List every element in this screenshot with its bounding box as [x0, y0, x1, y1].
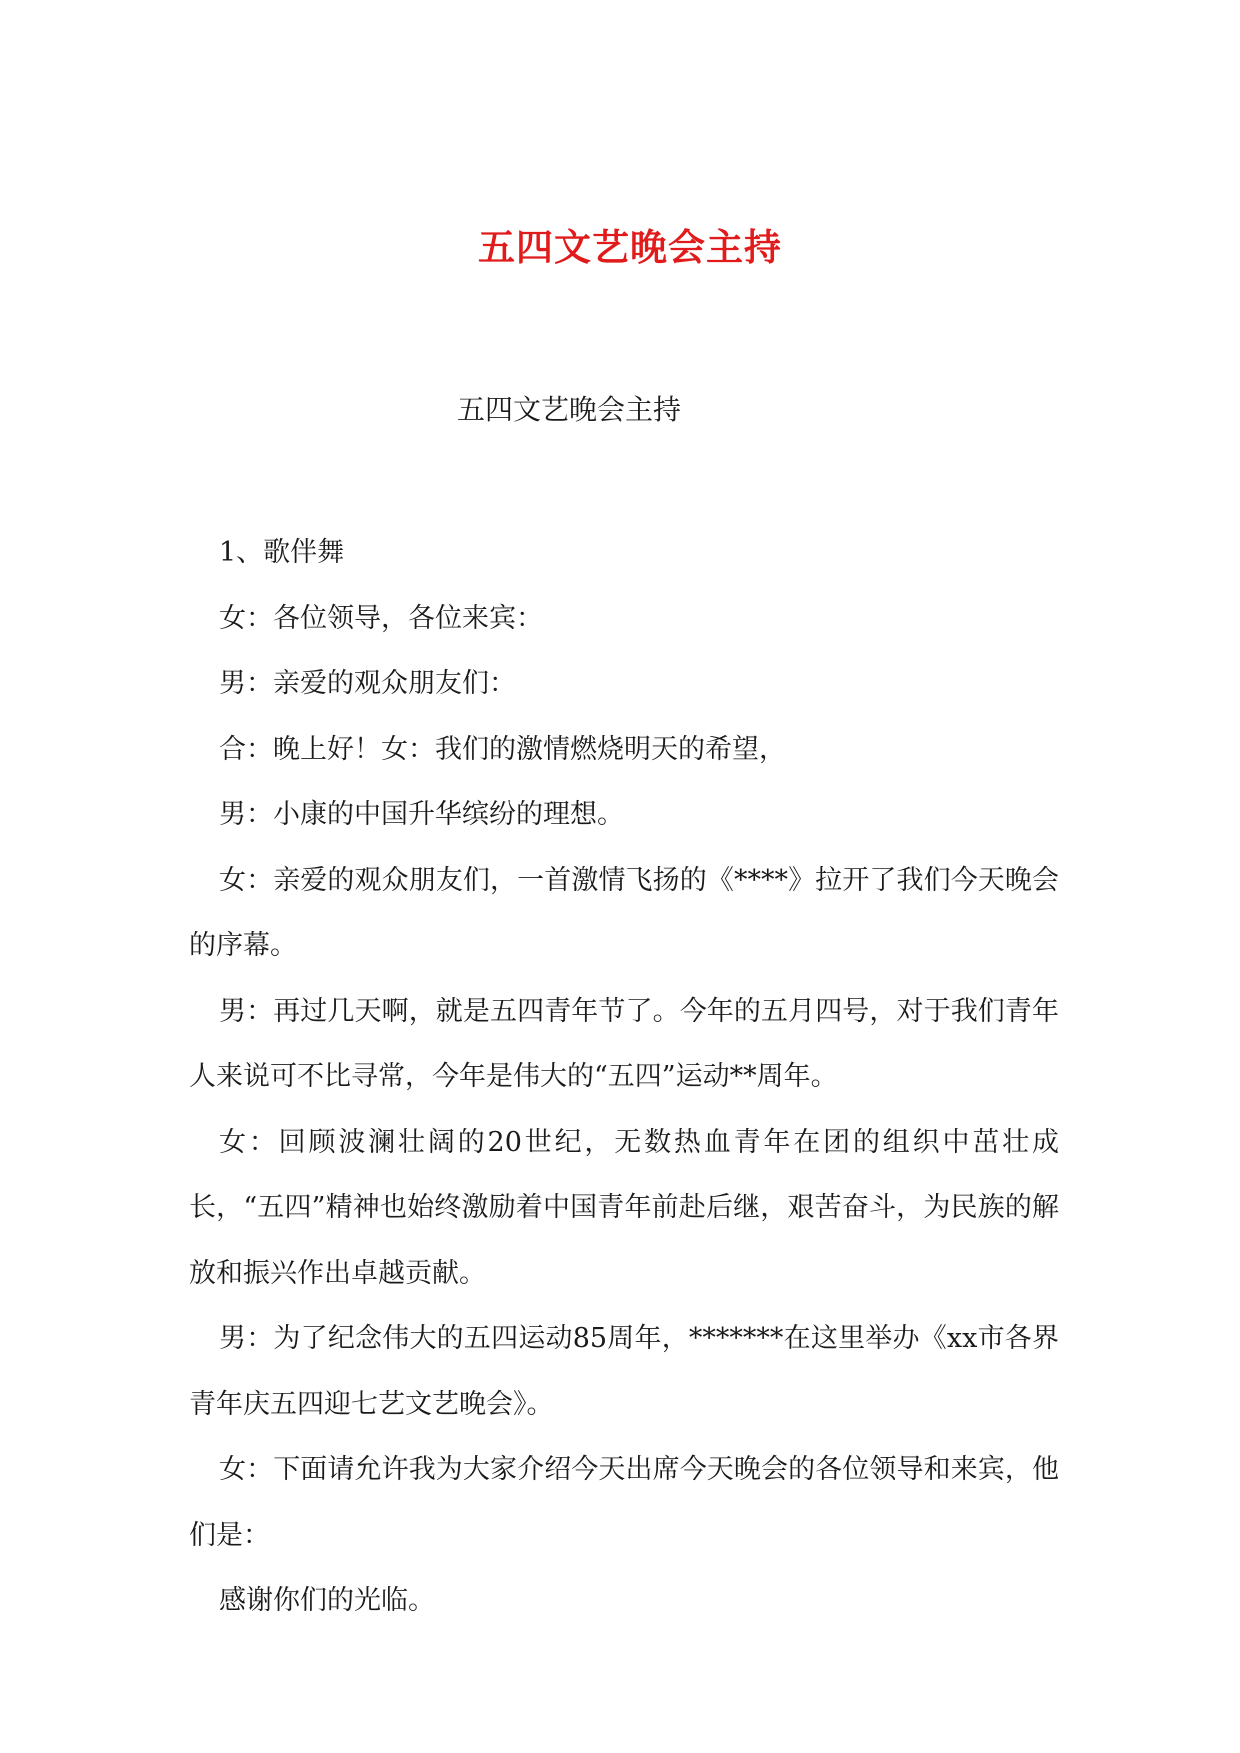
- paragraph: 男：再过几天啊，就是五四青年节了。今年的五月四号，对于我们青年人来说可不比寻常，今年是伟大的“五四”运动**周年。: [189, 995, 1059, 1092]
- document-title: 五四文艺晚会主持: [478, 225, 782, 269]
- document-body: [189, 520, 1059, 1634]
- paragraph: 女：下面请允许我为大家介绍今天出席今天晚会的各位领导和来宾，他们是：: [189, 1454, 1059, 1551]
- document-subtitle: 五四文艺晚会主持: [456, 393, 681, 426]
- paragraph: 男：为了纪念伟大的五四运动85周年，*******在这里举办《xx市各界青年庆五四迎七艺文艺晚会》。: [189, 1323, 1059, 1420]
- paragraph: 男：小康的中国升华缤纷的理想。: [219, 799, 624, 830]
- paragraph: 1、歌伴舞: [219, 537, 345, 568]
- paragraph: 感谢你们的光临。: [219, 1585, 435, 1616]
- paragraph: 女：亲爱的观众朋友们，一首激情飞扬的《****》拉开了我们今天晚会的序幕。: [189, 864, 1059, 961]
- paragraph: 女：各位领导，各位来宾：: [219, 602, 543, 634]
- paragraph: 合：晚上好！女：我们的激情燃烧明天的希望，: [219, 733, 786, 765]
- paragraph: 女：回顾波澜壮阔的20世纪，无数热血青年在团的组织中茁壮成长，“五四”精神也始终激励着中国青年前赴后继，艰苦奋斗，为民族的解放和振兴作出卓越贡献。: [189, 1126, 1059, 1289]
- paragraph: 男：亲爱的观众朋友们：: [219, 668, 516, 699]
